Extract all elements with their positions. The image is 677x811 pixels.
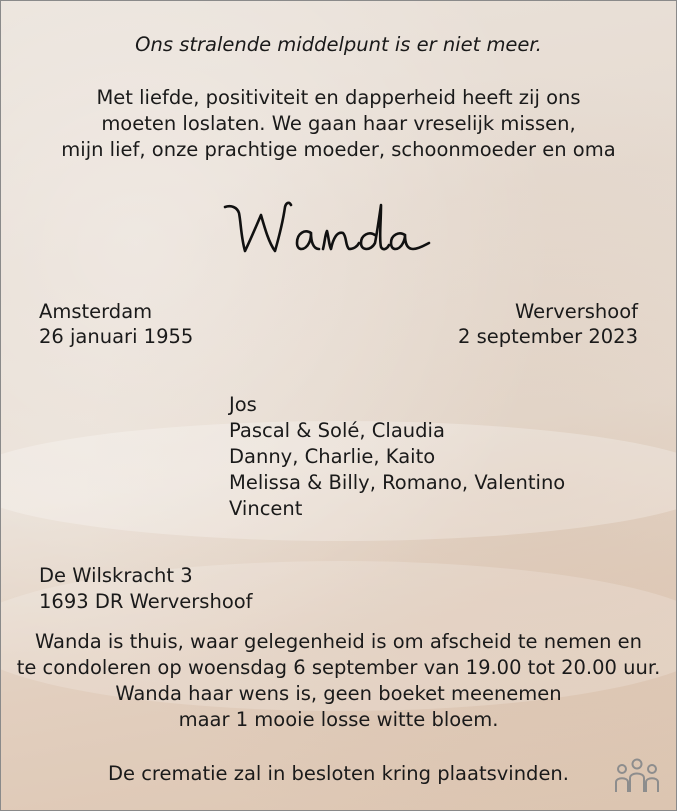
message-line: mijn lief, onze prachtige moeder, schoonmoeder en oma xyxy=(61,138,616,161)
details-line: maar 1 mooie losse witte bloem. xyxy=(178,708,499,731)
details-line: te condoleren op woensdag 6 september van 19.00 tot 20.00 uur. xyxy=(16,656,661,679)
birth-date: 26 januari 1955 xyxy=(39,325,194,348)
intro-line: Ons stralende middelpunt is er niet meer. xyxy=(135,33,542,56)
family-line: Danny, Charlie, Kaito xyxy=(229,445,436,468)
details-line: Wanda is thuis, waar gelegenheid is om afscheid te nemen en xyxy=(35,630,642,653)
address-line: 1693 DR Wervershoof xyxy=(39,590,253,613)
handwritten-name-signature xyxy=(219,193,459,273)
details-line: Wanda haar wens is, geen boeket meenemen xyxy=(115,682,562,705)
message-line: Met liefde, positiviteit en dapperheid heeft zij ons xyxy=(96,86,581,109)
deceased-name xyxy=(1,193,676,277)
message-line: moeten loslaten. We gaan haar vreselijk missen, xyxy=(101,112,576,135)
family-line: Vincent xyxy=(229,497,303,520)
people-group-icon xyxy=(614,756,660,796)
family-line: Pascal & Solé, Claudia xyxy=(229,419,445,442)
family-line: Melissa & Billy, Romano, Valentino xyxy=(229,471,566,494)
death-place: Wervershoof xyxy=(515,300,638,323)
closing-line: De crematie zal in besloten kring plaatsvinden. xyxy=(108,762,569,785)
birth-place: Amsterdam xyxy=(39,300,153,323)
family-line: Jos xyxy=(229,393,257,416)
death-date: 2 september 2023 xyxy=(458,325,638,348)
address-line: De Wilskracht 3 xyxy=(39,564,193,587)
